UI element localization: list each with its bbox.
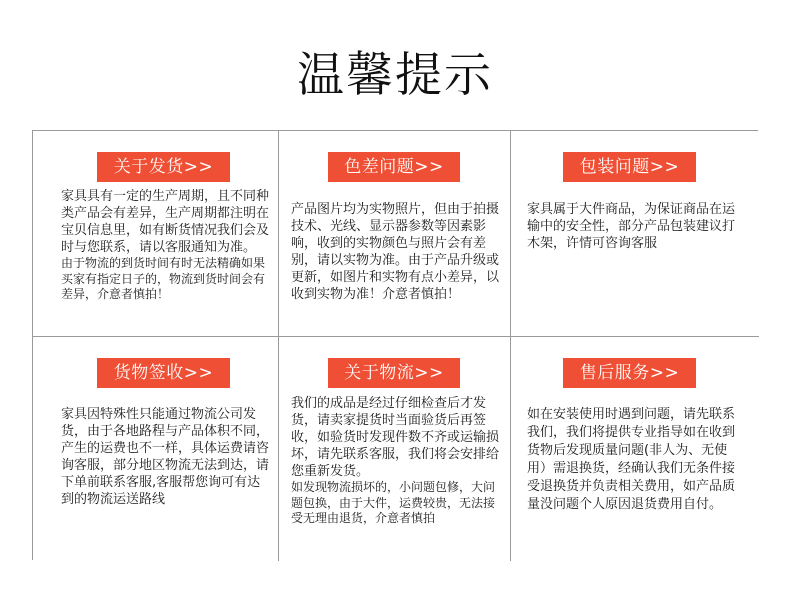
card-heading-badge: 关于发货>> xyxy=(97,152,230,182)
card-shipping xyxy=(33,131,279,337)
card-paragraph: 由于物流的到货时间有时无法精确如果买家有指定日子的，物流到货时间会有差异，介意者慎拍！ xyxy=(61,256,266,301)
card-body xyxy=(527,201,743,252)
card-color-difference xyxy=(279,131,511,337)
card-paragraph: 如在安装使用时遇到问题，请先联系我们，我们将提供专业指导如在收到货物后发现质量问题(非人为、无使用）需退换货，经确认我们无条件接受退换货并负责相关费用，如产品质量没问题个人原因退货费用自付。 xyxy=(527,407,736,512)
card-body xyxy=(291,201,499,303)
card-receipt xyxy=(33,337,279,561)
card-body xyxy=(61,406,271,508)
card-packaging xyxy=(511,131,759,337)
card-logistics xyxy=(279,337,511,561)
card-body xyxy=(527,406,743,514)
card-heading-badge: 关于物流>> xyxy=(328,358,460,388)
card-paragraph: 我们的成品是经过仔细检查后才发货，请卖家提货时当面验货后再签收，如验货时发现件数不齐或运输损坏，请先联系客服，我们将会安排给您重新发货。 xyxy=(291,396,500,479)
card-paragraph: 如发现物流损坏的，小问题包修，大问题包换，由于大件，运费较贵，无法接受无理由退货，介意者慎拍 xyxy=(291,480,496,525)
card-paragraph: 家具具有一定的生产周期，且不同种类产品会有差异，生产周期都注明在宝贝信息里，如有断货情况我们会及时与您联系，请以客服通知为准。 xyxy=(61,189,270,255)
card-body xyxy=(61,188,273,303)
card-paragraph: 产品图片均为实物照片，但由于拍摄技术、光线、显示器参数等因素影响，收到的实物颜色与照片会有差别，请以实物为准。由于产品升级或更新，如图片和实物有点小差异，以收到实物为准！介意者慎拍！ xyxy=(291,202,500,302)
card-paragraph: 家具属于大件商品，为保证商品在运输中的安全性，部分产品包装建议打木架，许情可咨询客服 xyxy=(527,202,736,251)
page-title: 温馨提示 xyxy=(297,48,493,103)
card-paragraph: 家具因特殊性只能通过物流公司发货，由于各地路程与产品体积不同，产生的运费也不一样，具体运费请咨询客服，部分地区物流无法到达，请下单前联系客服,客服帮您询可有达到的物流运送路线 xyxy=(61,407,270,507)
card-heading-badge: 包装问题>> xyxy=(563,152,696,182)
card-heading-badge: 售后服务>> xyxy=(563,358,696,388)
notice-grid xyxy=(32,130,758,560)
card-body xyxy=(291,395,499,527)
card-heading-badge: 货物签收>> xyxy=(97,358,230,388)
card-heading-badge: 色差问题>> xyxy=(328,152,460,182)
card-after-sales xyxy=(511,337,759,561)
